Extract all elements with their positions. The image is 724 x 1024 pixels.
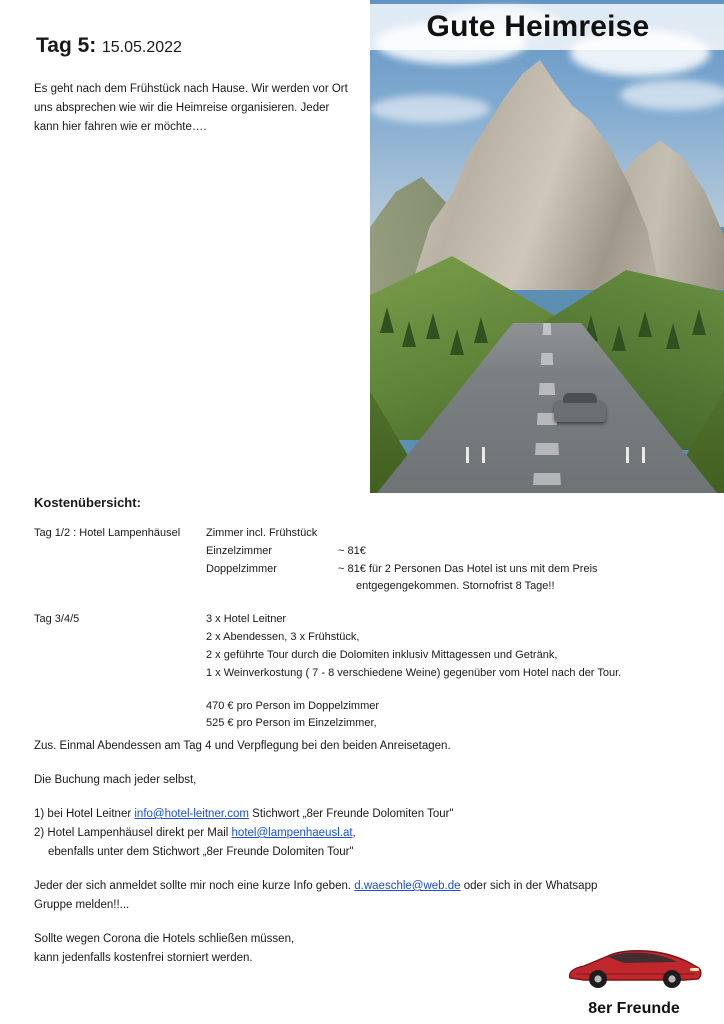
booking-option-1-suffix: Stichwort „8er Freunde Dolomiten Tour" [248, 807, 454, 820]
costs-cell-mid [206, 578, 338, 596]
costs-table [34, 525, 694, 733]
signup-info-suffix: oder sich in der Whatsapp [460, 879, 598, 892]
costs-cell-right: 2 x geführte Tour durch die Dolomiten inklusiv Mittagessen und Getränk, [206, 648, 558, 661]
costs-cell-left [34, 665, 206, 683]
costs-row [34, 715, 694, 733]
costs-row [34, 698, 694, 716]
guard-post [466, 447, 469, 463]
signup-info-line2: Gruppe melden!!... [34, 898, 130, 911]
costs-heading: Kostenübersicht: [34, 495, 141, 510]
club-logo-text: 8er Freunde [588, 1000, 680, 1017]
costs-cell-right: 3 x Hotel Leitner [206, 613, 287, 626]
corona-note-line1: Sollte wegen Corona die Hotels schließen müssen, [34, 932, 295, 945]
costs-row [34, 578, 694, 596]
costs-row [34, 525, 694, 543]
guard-post [626, 447, 629, 463]
costs-cell-left [34, 543, 206, 561]
day-label: Tag 5: [36, 34, 97, 57]
cloud-shape [370, 95, 490, 123]
costs-cell-left: Tag 3/4/5 [34, 613, 80, 626]
hotel-lampenhaeusl-email-link[interactable]: hotel@lampenhaeusl.at [231, 826, 353, 839]
banner-title: Gute Heimreise [426, 10, 650, 43]
costs-cell-left: Tag 1/2 : Hotel Lampenhäusel [34, 527, 181, 539]
costs-row [34, 561, 694, 579]
costs-cell-right: ~ 81€ [338, 544, 366, 557]
booking-option-2-line2 [34, 843, 702, 862]
costs-cell-mid: Einzelzimmer [206, 544, 273, 557]
guard-post [482, 447, 485, 463]
price-line: 470 € pro Person im Doppelzimmer [206, 699, 380, 712]
costs-cell-mid: Doppelzimmer [206, 562, 277, 575]
costs-row [34, 665, 694, 683]
intro-paragraph: Es geht nach dem Frühstück nach Hause. Wir werden vor Ort uns absprechen wie wir die Heimreise organisieren. Jeder kann hier fahren wie er möchte…. [34, 83, 348, 133]
costs-cell-left [34, 561, 206, 579]
guard-post [642, 447, 645, 463]
costs-cell-left [34, 578, 206, 596]
booking-option-1-prefix: 1) bei Hotel Leitner [34, 807, 135, 820]
costs-row [34, 611, 694, 629]
day-heading [36, 34, 182, 58]
booking-option-2-suffix: , [352, 826, 356, 839]
costs-row [34, 647, 694, 665]
paragraph-booking-intro: Die Buchung mach jeder selbst, [34, 773, 197, 786]
booking-option-1 [34, 805, 702, 824]
signup-info [34, 877, 702, 896]
header-photo [370, 0, 724, 493]
booking-option-2 [34, 824, 702, 843]
car-on-road [554, 400, 606, 422]
day-date: 15.05.2022 [101, 39, 182, 56]
banner [352, 4, 724, 50]
booking-option-2-keyword: ebenfalls unter dem Stichwort „8er Freunde Dolomiten Tour" [48, 845, 354, 858]
booking-option-2-prefix: 2) Hotel Lampenhäusel direkt per Mail [34, 826, 232, 839]
costs-cell-left [34, 647, 206, 665]
cloud-shape [620, 80, 724, 110]
costs-cell-left [34, 629, 206, 647]
costs-cell-right: 2 x Abendessen, 3 x Frühstück, [206, 631, 360, 644]
costs-cell-right: entgegengekommen. Stornofrist 8 Tage!! [356, 580, 555, 593]
costs-cell-right: 1 x Weinverkostung ( 7 - 8 verschiedene Weine) gegenüber vom Hotel nach der Tour. [206, 666, 622, 679]
hotel-leitner-email-link[interactable]: info@hotel-leitner.com [134, 807, 249, 820]
costs-cell-left [34, 715, 206, 733]
costs-cell-left [34, 698, 206, 716]
paragraph-extra-meals: Zus. Einmal Abendessen am Tag 4 und Verpflegung bei den beiden Anreisetagen. [34, 740, 451, 752]
sports-car-icon [564, 944, 704, 990]
corona-note-line2: kann jedenfalls kostenfrei storniert werden. [34, 951, 253, 964]
costs-cell-right [338, 525, 694, 543]
costs-cell-mid: Zimmer incl. Frühstück [206, 527, 318, 539]
signup-info-prefix: Jeder der sich anmeldet sollte mir noch eine kurze Info geben. [34, 879, 355, 892]
price-line: 525 € pro Person im Einzelzimmer, [206, 717, 377, 730]
costs-cell-right: ~ 81€ für 2 Personen Das Hotel ist uns mit dem Preis [338, 562, 598, 575]
club-logo [558, 944, 710, 1018]
organizer-email-link[interactable]: d.waeschle@web.de [354, 879, 461, 892]
costs-row [34, 543, 694, 561]
costs-row [34, 629, 694, 647]
